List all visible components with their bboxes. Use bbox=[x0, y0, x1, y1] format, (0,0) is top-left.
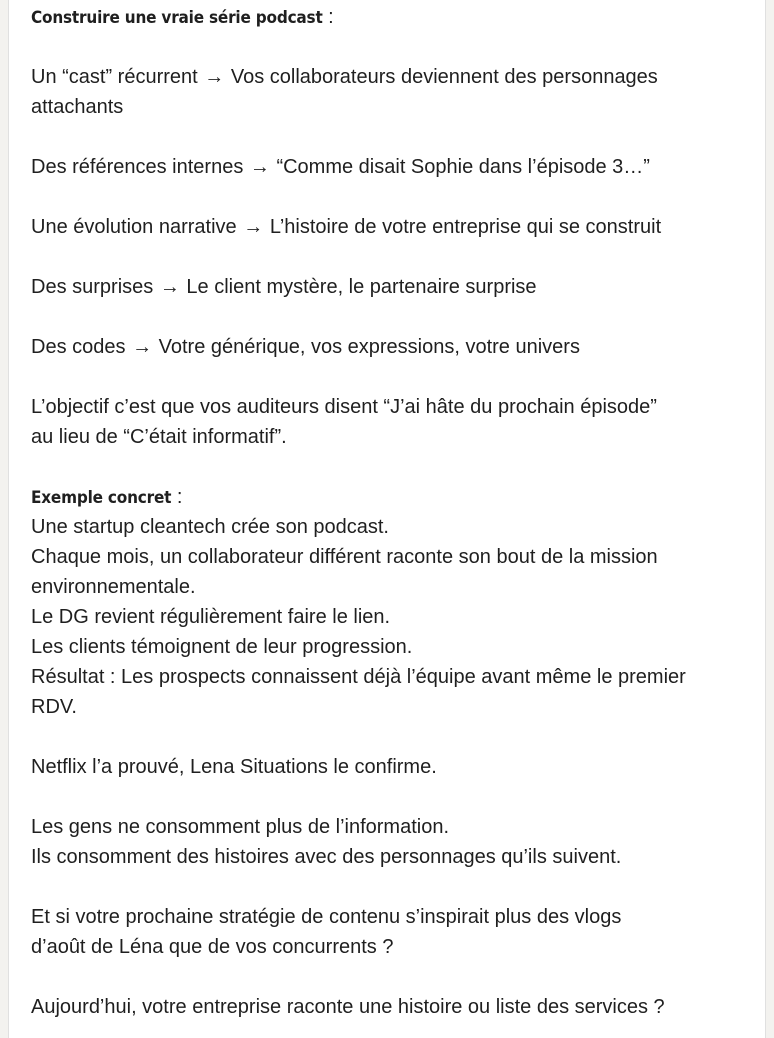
example-line: environnementale. bbox=[31, 576, 196, 598]
item-value: L’histoire de votre entreprise qui se construit bbox=[269, 216, 662, 238]
objective-text: L’objectif c’est que vos auditeurs disent “J’ai hâte du prochain épisode” bbox=[31, 396, 657, 418]
item-value: Vos collaborateurs deviennent des personnages bbox=[230, 66, 658, 88]
section-heading bbox=[31, 482, 761, 512]
example-line: Une startup cleantech crée son podcast. bbox=[31, 516, 389, 538]
example-line: Résultat : Les prospects connaissent déjà l’équipe avant même le premier bbox=[31, 666, 686, 688]
arrow-right-icon: → bbox=[132, 336, 153, 358]
question-text: Et si votre prochaine stratégie de contenu s’inspirait plus des vlogs bbox=[31, 906, 622, 928]
item-value: Le client mystère, le partenaire surprise bbox=[186, 276, 537, 298]
paragraph-text: Les gens ne consomment plus de l’information. bbox=[31, 816, 450, 838]
example-line: Les clients témoignent de leur progression. bbox=[31, 636, 413, 658]
arrow-right-icon: → bbox=[243, 216, 264, 238]
arrow-right-icon: → bbox=[159, 276, 180, 298]
post-body bbox=[31, 2, 761, 1022]
list-item bbox=[31, 152, 761, 182]
arrow-right-icon: → bbox=[204, 66, 225, 88]
section-title-colon: : bbox=[171, 486, 183, 508]
list-item bbox=[31, 272, 761, 302]
list-item bbox=[31, 332, 761, 362]
example-line: Le DG revient régulièrement faire le lien. bbox=[31, 606, 391, 628]
paragraph-text: Ils consomment des histoires avec des personnages qu’ils suivent. bbox=[31, 846, 622, 868]
item-label: Des surprises bbox=[31, 276, 154, 298]
objective-text: au lieu de “C’était informatif”. bbox=[31, 426, 287, 448]
item-label: Un “cast” récurrent bbox=[31, 66, 198, 88]
item-label: Des références internes bbox=[31, 156, 244, 178]
section-title: Exemple concret bbox=[31, 488, 172, 508]
section-heading bbox=[31, 2, 761, 32]
question-text: d’août de Léna que de vos concurrents ? bbox=[31, 936, 394, 958]
item-value: Votre générique, vos expressions, votre univers bbox=[158, 336, 580, 358]
list-item bbox=[31, 62, 761, 92]
item-value: “Comme disait Sophie dans l’épisode 3…” bbox=[276, 156, 650, 178]
item-label: Une évolution narrative bbox=[31, 216, 237, 238]
section-title-colon: : bbox=[322, 6, 334, 28]
example-line: RDV. bbox=[31, 696, 77, 718]
section-title: Construire une vraie série podcast bbox=[31, 8, 323, 28]
closing-question: Aujourd’hui, votre entreprise raconte une histoire ou liste des services ? bbox=[31, 996, 665, 1018]
post-card bbox=[8, 0, 766, 1038]
paragraph-text: Netflix l’a prouvé, Lena Situations le confirme. bbox=[31, 756, 437, 778]
example-line: Chaque mois, un collaborateur différent raconte son bout de la mission bbox=[31, 546, 658, 568]
list-item-continuation: attachants bbox=[31, 96, 124, 118]
item-label: Des codes bbox=[31, 336, 126, 358]
arrow-right-icon: → bbox=[249, 156, 270, 178]
list-item bbox=[31, 212, 761, 242]
